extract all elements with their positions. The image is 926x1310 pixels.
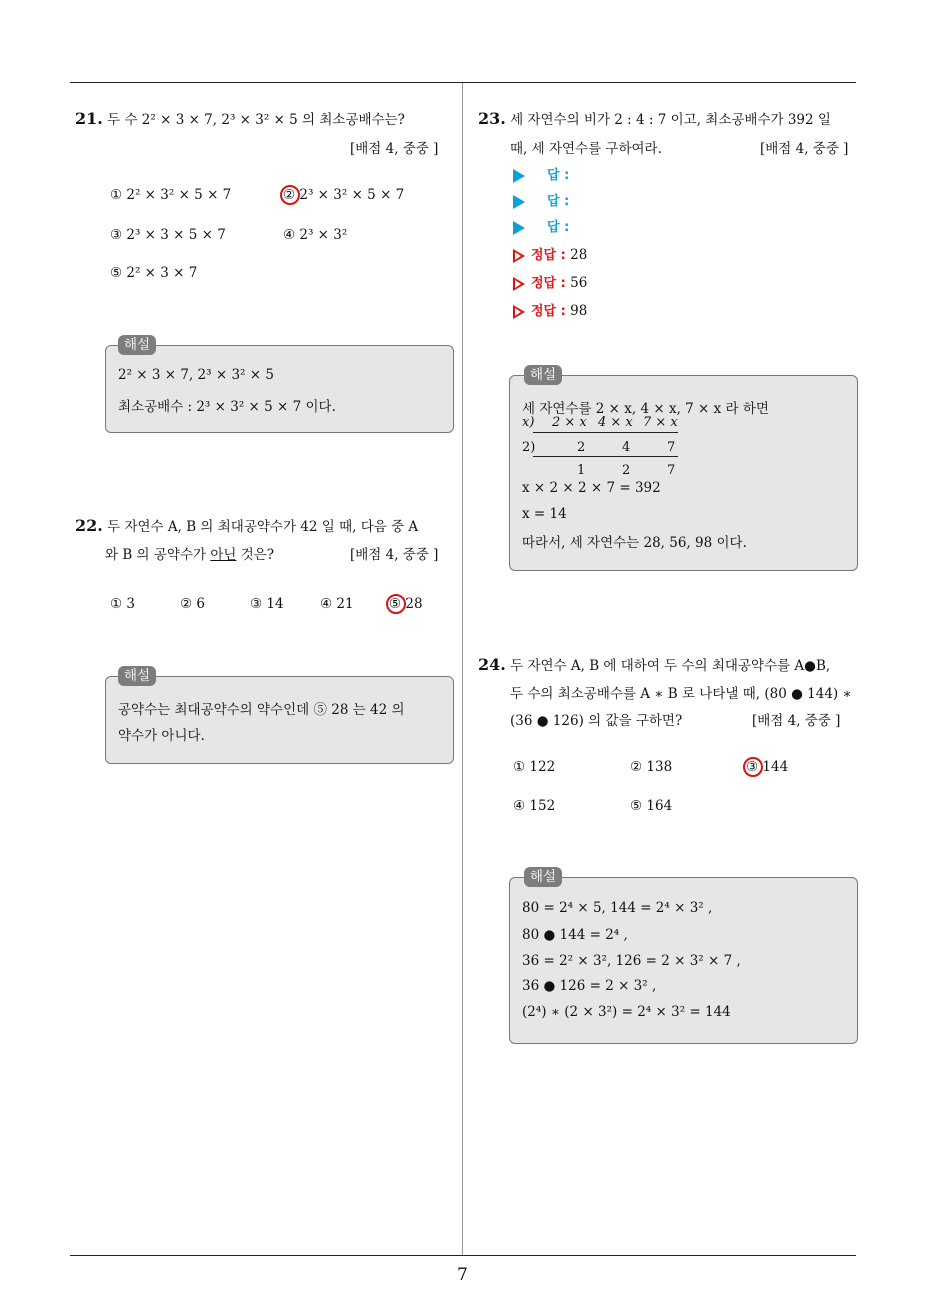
play-arrow-icon bbox=[513, 221, 525, 235]
question-number: 22. bbox=[75, 516, 103, 535]
option-5[interactable]: ⑤ 2² × 3 × 7 bbox=[110, 265, 198, 281]
explanation-line: 80 = 2⁴ × 5, 144 = 2⁴ × 3² , bbox=[522, 900, 713, 916]
option-2[interactable]: ② 2³ × 3² × 5 × 7 bbox=[283, 187, 405, 203]
option-3[interactable]: ③ 144 bbox=[746, 759, 789, 775]
option-2[interactable]: ② 138 bbox=[630, 759, 673, 775]
question-text: 두 수의 최소공배수를 A ∗ B 로 나타낼 때, (80 ● 144) ∗ bbox=[510, 686, 852, 702]
answer-label: 답 : bbox=[547, 220, 570, 235]
option-4[interactable]: ④ 2³ × 3² bbox=[283, 227, 348, 243]
explanation-line: 세 자연수를 2 × x, 4 × x, 7 × x 라 하면 bbox=[522, 401, 769, 417]
division-underline bbox=[533, 432, 678, 433]
answer-row[interactable] bbox=[513, 216, 569, 235]
question-text: 두 자연수 A, B 에 대하여 두 수의 최대공약수를 A●B, bbox=[510, 658, 831, 674]
outline-arrow-icon bbox=[513, 305, 525, 319]
option-5[interactable]: ⑤ 164 bbox=[630, 798, 673, 814]
question-number: 21. bbox=[75, 109, 103, 128]
division-cell: 2 bbox=[577, 440, 586, 455]
explanation-line: 최소공배수 : 2³ × 3² × 5 × 7 이다. bbox=[118, 399, 336, 415]
explanation-line: 공약수는 최대공약수의 약수인데 ⑤ 28 는 42 의 bbox=[118, 702, 405, 718]
outline-arrow-icon bbox=[513, 277, 525, 291]
correct-label: 정답 : bbox=[531, 248, 566, 263]
correct-label: 정답 : bbox=[531, 304, 566, 319]
option-3[interactable]: ③ 14 bbox=[250, 596, 284, 612]
correct-answer-row bbox=[513, 244, 587, 263]
explanation-tag: 해설 bbox=[524, 867, 562, 887]
points-label: [배점 4, 중중 ] bbox=[350, 547, 439, 563]
question-text: 것은? bbox=[236, 547, 275, 563]
explanation-tag: 해설 bbox=[118, 666, 156, 686]
correct-answer-row bbox=[513, 300, 587, 319]
points-label: [배점 4, 중중 ] bbox=[752, 713, 841, 729]
option-3[interactable]: ③ 2³ × 3 × 5 × 7 bbox=[110, 227, 226, 243]
answer-row[interactable] bbox=[513, 190, 569, 209]
division-cell: 7 bbox=[667, 440, 676, 455]
explanation-box bbox=[105, 676, 454, 764]
division-cell: 2 × x bbox=[552, 415, 587, 430]
answer-label: 답 : bbox=[547, 194, 570, 209]
option-4[interactable]: ④ 152 bbox=[513, 798, 556, 814]
page-number: 7 bbox=[457, 1265, 468, 1285]
explanation-line: 36 = 2² × 3², 126 = 2 × 3² × 7 , bbox=[522, 953, 741, 969]
explanation-line: 80 ● 144 = 2⁴ , bbox=[522, 927, 628, 943]
division-cell: 4 bbox=[622, 440, 631, 455]
option-2[interactable]: ② 6 bbox=[180, 596, 205, 612]
explanation-tag: 해설 bbox=[118, 335, 156, 355]
question-text: 와 B 의 공약수가 bbox=[105, 547, 211, 563]
option-1[interactable]: ① 2² × 3² × 5 × 7 bbox=[110, 187, 232, 203]
division-cell: 1 bbox=[577, 463, 586, 478]
division-cell: 2 bbox=[622, 463, 631, 478]
question-text: 세 자연수의 비가 2 : 4 : 7 이고, 최소공배수가 392 일 bbox=[510, 112, 831, 128]
selected-answer-mark bbox=[386, 594, 406, 614]
explanation-line: 2² × 3 × 7, 2³ × 3² × 5 bbox=[118, 367, 274, 383]
option-1[interactable]: ① 122 bbox=[513, 759, 556, 775]
question-text: (36 ● 126) 의 값을 구하면? bbox=[510, 713, 683, 729]
question-text: 때, 세 자연수를 구하여라. bbox=[510, 141, 662, 157]
division-underline bbox=[533, 456, 678, 457]
question-text: 두 수 2² × 3 × 7, 2³ × 3² × 5 의 최소공배수는? bbox=[107, 112, 405, 128]
question-number: 24. bbox=[478, 655, 506, 674]
division-divisor: x) bbox=[522, 415, 535, 430]
column-divider bbox=[462, 83, 463, 1255]
explanation-line: (2⁴) ∗ (2 × 3²) = 2⁴ × 3² = 144 bbox=[522, 1004, 731, 1020]
play-arrow-icon bbox=[513, 195, 525, 209]
option-5[interactable]: ⑤ 28 bbox=[389, 596, 423, 612]
correct-value: 56 bbox=[570, 275, 588, 291]
answer-label: 답 : bbox=[547, 168, 570, 183]
correct-value: 28 bbox=[570, 247, 588, 263]
play-arrow-icon bbox=[513, 169, 525, 183]
question-number: 23. bbox=[478, 109, 506, 128]
answer-row[interactable] bbox=[513, 164, 569, 183]
division-divisor: 2) bbox=[522, 440, 536, 455]
selected-answer-mark bbox=[280, 185, 300, 205]
option-1[interactable]: ① 3 bbox=[110, 596, 135, 612]
underlined-word: 아닌 bbox=[210, 547, 237, 563]
explanation-box bbox=[105, 345, 454, 433]
bottom-rule bbox=[70, 1255, 856, 1256]
outline-arrow-icon bbox=[513, 249, 525, 263]
explanation-line: 따라서, 세 자연수는 28, 56, 98 이다. bbox=[522, 535, 747, 551]
selected-answer-mark bbox=[743, 757, 763, 777]
points-label: [배점 4, 중중 ] bbox=[350, 141, 439, 157]
question-text: 두 자연수 A, B 의 최대공약수가 42 일 때, 다음 중 A bbox=[107, 519, 419, 535]
explanation-tag: 해설 bbox=[524, 365, 562, 385]
explanation-line: x = 14 bbox=[522, 506, 567, 522]
division-cell: 7 × x bbox=[643, 415, 678, 430]
correct-answer-row bbox=[513, 272, 587, 291]
explanation-line: 36 ● 126 = 2 × 3² , bbox=[522, 978, 657, 994]
division-cell: 4 × x bbox=[598, 415, 633, 430]
option-4[interactable]: ④ 21 bbox=[320, 596, 354, 612]
explanation-line: 약수가 아니다. bbox=[118, 728, 205, 744]
explanation-line: x × 2 × 2 × 7 = 392 bbox=[522, 480, 661, 496]
correct-value: 98 bbox=[570, 303, 588, 319]
points-label: [배점 4, 중중 ] bbox=[760, 141, 849, 157]
division-cell: 7 bbox=[667, 463, 676, 478]
correct-label: 정답 : bbox=[531, 276, 566, 291]
